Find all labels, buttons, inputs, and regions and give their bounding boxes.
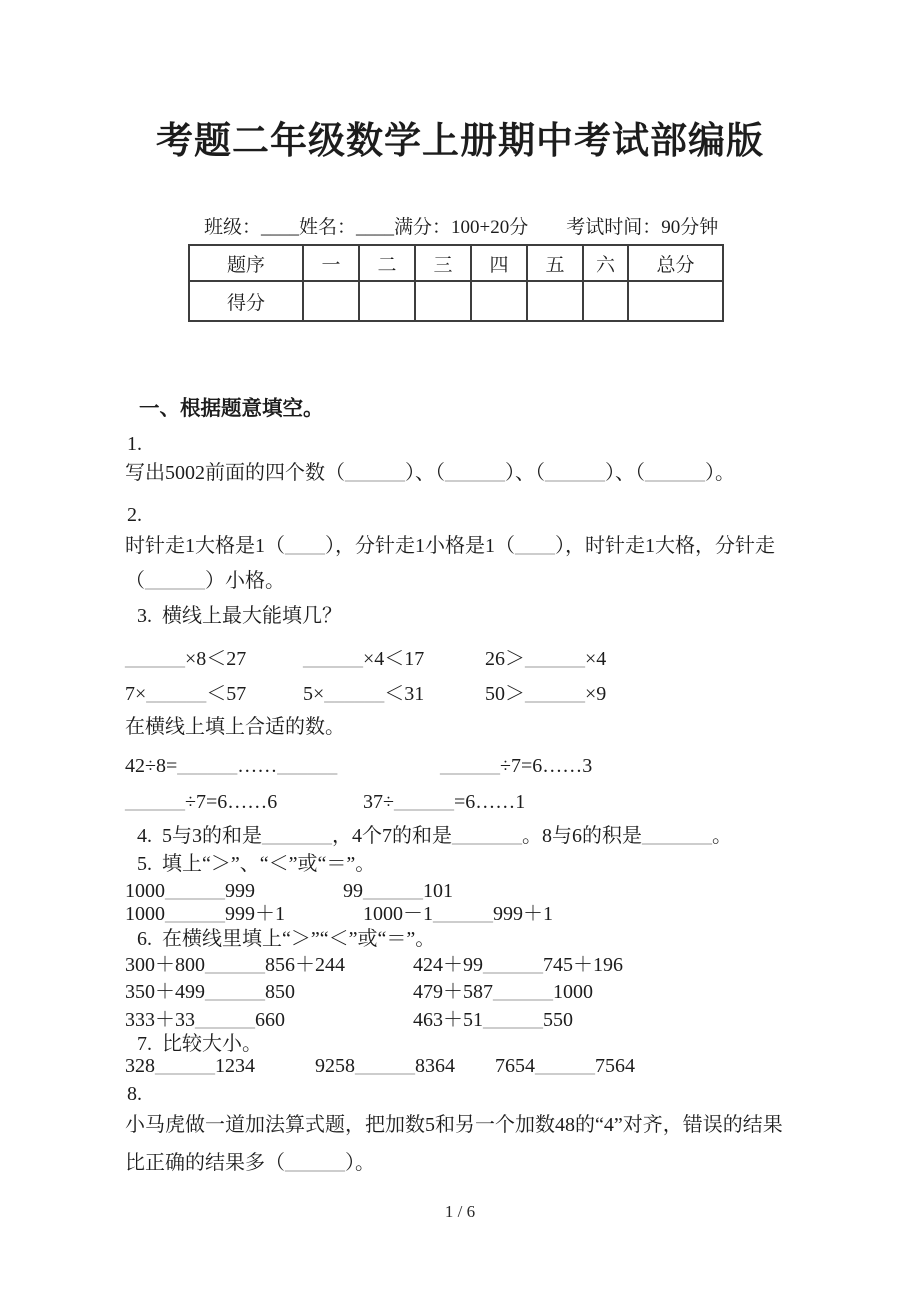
q3-row2	[125, 682, 815, 706]
document-title: 考题二年级数学上册期中考试部编版	[156, 121, 764, 162]
score-table	[188, 244, 724, 322]
exam-body	[125, 396, 815, 1175]
score-cell-empty	[527, 281, 583, 321]
q6-row2	[125, 979, 815, 1005]
q8-number: 8.	[127, 1083, 142, 1105]
score-table-header-cell: 四	[471, 245, 527, 281]
q3-row3	[125, 754, 815, 778]
score-cell-empty	[359, 281, 415, 321]
q4-text: 4. 5与3的和是_______，4个7的和是_______。8与6的积是_______。	[137, 825, 732, 847]
math-expression: 300＋800______856＋244	[125, 954, 345, 976]
math-expression: 50＞______×9	[485, 683, 607, 705]
page-number: 1 / 6	[444, 1202, 476, 1221]
score-table-header-cell: 六	[583, 245, 628, 281]
math-expression: 479＋587______1000	[413, 981, 593, 1003]
section-one-heading: 一、根据题意填空。	[139, 397, 324, 420]
q5-heading: 5. 填上“＞”、“＜”或“＝”。	[137, 853, 376, 875]
math-expression: 350＋499______850	[125, 981, 295, 1003]
score-cell-empty	[583, 281, 628, 321]
math-expression: 1000______999＋1	[125, 903, 285, 925]
q5-row1	[125, 880, 815, 902]
score-cell-empty	[415, 281, 471, 321]
score-table-header-cell: 总分	[628, 245, 723, 281]
q1-number: 1.	[127, 433, 142, 455]
score-table-score-row	[189, 281, 723, 321]
score-table-header-cell: 二	[359, 245, 415, 281]
math-expression: 42÷8=______……______	[125, 755, 338, 777]
q3-fill-label: 在横线上填上合适的数。	[125, 716, 345, 738]
math-expression: ______÷7=6……6	[125, 791, 278, 813]
math-expression: 37÷______=6……1	[363, 791, 526, 813]
q5-row2	[125, 903, 815, 925]
score-row-label: 得分	[189, 281, 303, 321]
q6-row3	[125, 1007, 815, 1033]
math-expression: 7654______7564	[495, 1055, 635, 1077]
math-expression: 1000－1______999＋1	[363, 903, 553, 925]
math-expression: 9258______8364	[315, 1055, 455, 1077]
math-expression: 424＋99______745＋196	[413, 954, 623, 976]
q8-line1: 小马虎做一道加法算式题，把加数5和另一个加数48的“4”对齐，错误的结果	[125, 1114, 783, 1136]
math-expression: 26＞______×4	[485, 648, 607, 670]
q2-number: 2.	[127, 504, 142, 526]
math-expression: 99______101	[343, 880, 453, 902]
q3-row4	[125, 790, 815, 814]
q1-text: 写出5002前面的四个数（______）、（______）、（______）、（______）。	[125, 462, 735, 484]
q6-row1	[125, 952, 815, 978]
q2-line2: （______）小格。	[125, 570, 285, 592]
score-cell-empty	[471, 281, 527, 321]
q3-row1	[125, 647, 815, 671]
score-table-header-cell: 题序	[189, 245, 303, 281]
math-expression: 463＋51______550	[413, 1009, 573, 1031]
q6-heading: 6. 在横线里填上“＞”“＜”或“＝”。	[137, 928, 436, 950]
score-table-header-row	[189, 245, 723, 281]
math-expression: 7×______＜57	[125, 683, 247, 705]
math-expression: 5×______＜31	[303, 683, 425, 705]
math-expression: ______×4＜17	[303, 648, 425, 670]
q7-row1	[125, 1055, 815, 1077]
score-cell-empty	[303, 281, 359, 321]
q2-line1: 时针走1大格是1（____），分针走1小格是1（____），时针走1大格，分针走	[125, 535, 775, 557]
q3-heading: 3. 横线上最大能填几？	[137, 605, 342, 627]
student-info-line: 班级：____姓名：____满分：100+20分 考试时间：90分钟	[204, 217, 719, 238]
score-table-header-cell: 五	[527, 245, 583, 281]
q7-heading: 7. 比较大小。	[137, 1033, 262, 1055]
score-table-header-cell: 三	[415, 245, 471, 281]
score-table-header-cell: 一	[303, 245, 359, 281]
math-expression: 328______1234	[125, 1055, 255, 1077]
score-cell-empty	[628, 281, 723, 321]
math-expression: 333＋33______660	[125, 1009, 285, 1031]
math-expression: ______×8＜27	[125, 648, 247, 670]
math-expression: ______÷7=6……3	[440, 755, 593, 777]
q8-line2: 比正确的结果多（______）。	[125, 1152, 375, 1174]
math-expression: 1000______999	[125, 880, 255, 902]
